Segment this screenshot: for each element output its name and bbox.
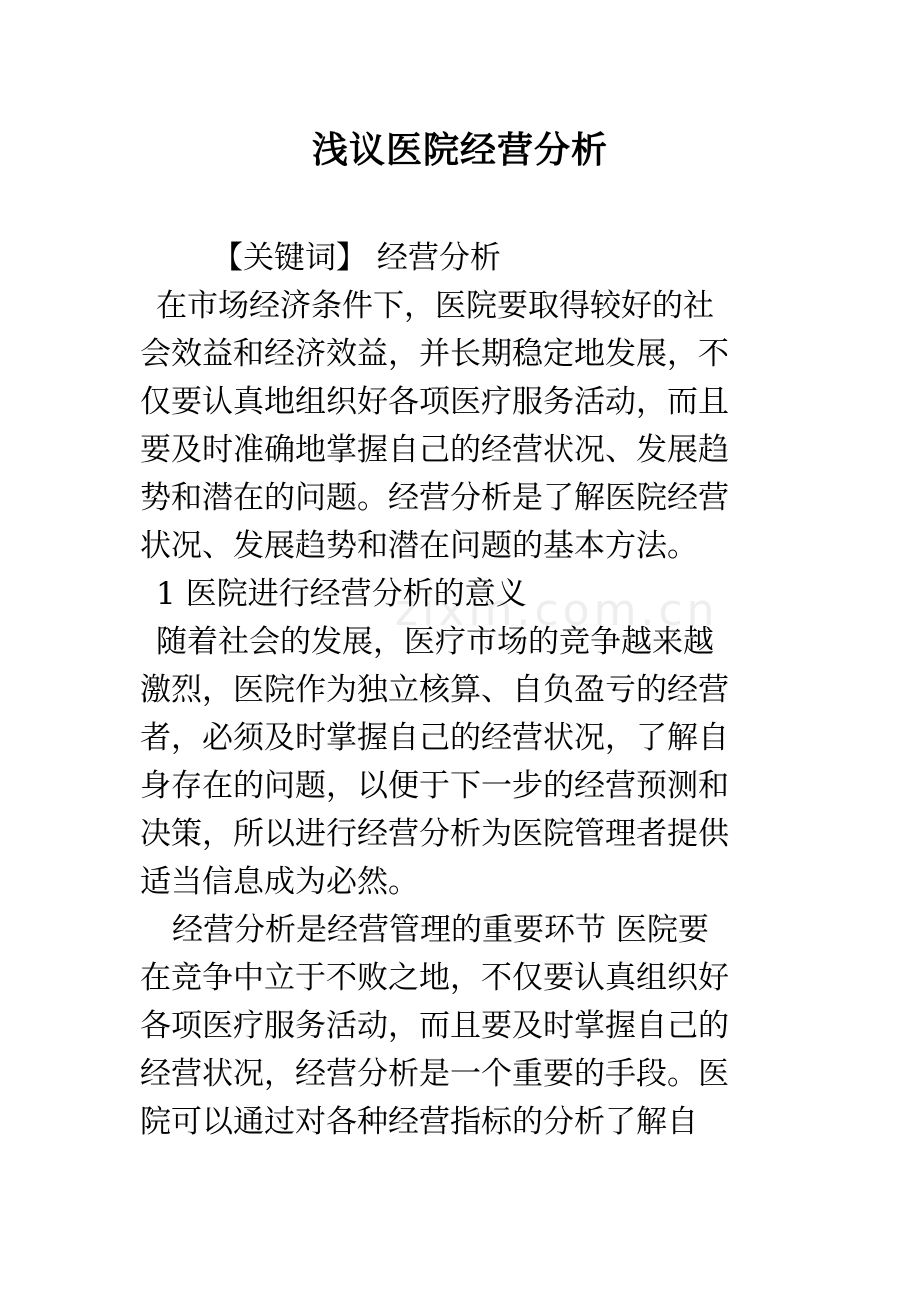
- paragraph-line: 仅要认真地组织好各项医疗服务活动，而且: [140, 384, 729, 420]
- paragraph-line: 决策，所以进行经营分析为医院管理者提供: [140, 816, 729, 852]
- paragraph-line: 适当信息成为必然。: [140, 864, 419, 900]
- paragraph-line: 院可以通过对各种经营指标的分析了解自: [140, 1104, 698, 1140]
- paragraph-line: 各项医疗服务活动，而且要及时掌握自己的: [140, 1008, 729, 1044]
- paragraph-line: 会效益和经济效益，并长期稳定地发展，不: [140, 336, 729, 372]
- paragraph-line: 身存在的问题，以便于下一步的经营预测和: [140, 768, 729, 804]
- paragraph-line: 经营状况，经营分析是一个重要的手段。医: [140, 1056, 729, 1092]
- paragraph-line: 状况、发展趋势和潜在问题的基本方法。: [140, 528, 698, 564]
- paragraph-line: 随着社会的发展，医疗市场的竞争越来越: [156, 624, 714, 660]
- document-body: [140, 234, 790, 1146]
- paragraph-line: 者，必须及时掌握自己的经营状况，了解自: [140, 720, 729, 756]
- paragraph-line: 在市场经济条件下，医院要取得较好的社: [156, 288, 714, 324]
- paragraph-line: 在竞争中立于不败之地，不仅要认真组织好: [140, 960, 729, 996]
- watermark: zixin.com.cn: [395, 585, 719, 636]
- paragraph-line: 激烈，医院作为独立核算、自负盈亏的经营: [140, 672, 729, 708]
- section-heading: 1 医院进行经营分析的意义: [156, 576, 527, 612]
- paragraph-line: 经营分析是经营管理的重要环节 医院要: [172, 912, 709, 948]
- paragraph-line: 势和潜在的问题。经营分析是了解医院经营: [140, 480, 729, 516]
- keywords-line: 【关键词】 经营分析: [212, 240, 501, 276]
- paragraph-line: 要及时准确地掌握自己的经营状况、发展趋: [140, 432, 729, 468]
- document-title: 浅议医院经营分析: [311, 129, 608, 171]
